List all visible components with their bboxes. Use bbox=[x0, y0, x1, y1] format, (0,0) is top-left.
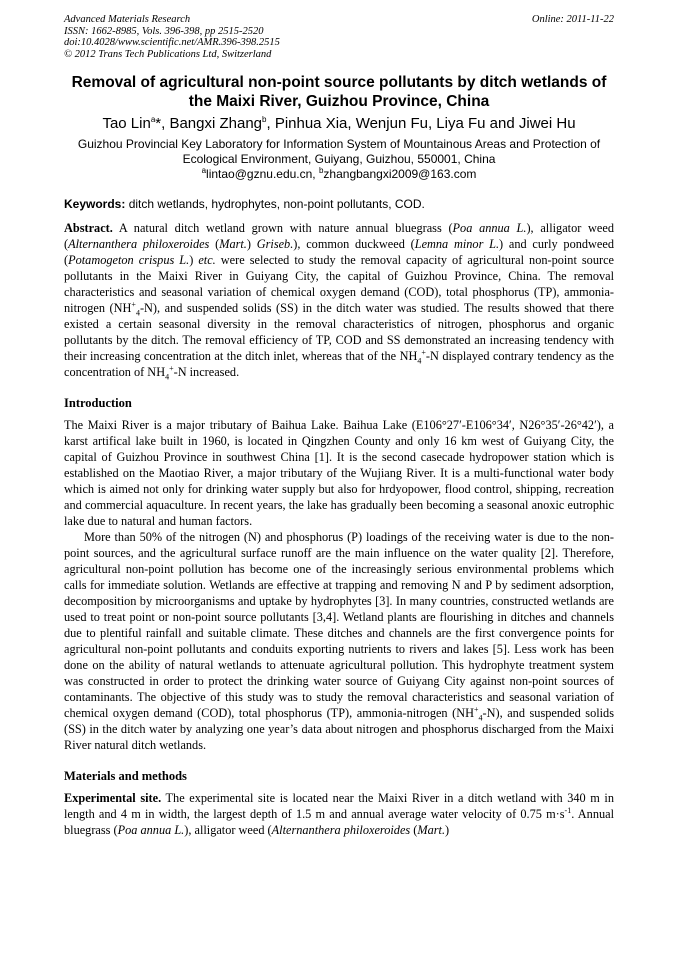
subscript: 4 bbox=[478, 713, 483, 723]
species-name: Poa annua L. bbox=[117, 823, 185, 837]
email-mark: b bbox=[318, 166, 324, 175]
author-name: Bangxi Zhang bbox=[169, 115, 263, 132]
species-name: Potamogeton crispus L. bbox=[68, 253, 190, 267]
affiliation-line: Guizhou Provincial Key Laboratory for Information System of Mountainous Areas and Protection of bbox=[77, 137, 601, 151]
journal-name: Advanced Materials Research bbox=[64, 14, 191, 25]
species-name: Griseb. bbox=[256, 237, 294, 251]
paper-page bbox=[64, 14, 614, 838]
superscript: + bbox=[421, 347, 426, 357]
keywords bbox=[64, 197, 614, 212]
journal-header bbox=[64, 14, 614, 60]
email-a[interactable]: lintao@gznu.edu.cn, bbox=[206, 167, 319, 181]
section-heading-introduction: Introduction bbox=[64, 396, 132, 410]
corresponding-mark: *, bbox=[155, 115, 170, 132]
species-name: Lemna minor L. bbox=[414, 237, 500, 251]
species-name: etc. bbox=[198, 253, 216, 267]
online-date: Online: 2011-11-22 bbox=[531, 14, 614, 25]
copyright-line: © 2012 Trans Tech Publications Ltd, Switzerland bbox=[64, 48, 272, 60]
keywords-label: Keywords: bbox=[64, 197, 126, 211]
species-name: Mart. bbox=[417, 823, 446, 837]
doi-line: doi:10.4028/www.scientific.net/AMR.396-398.2515 bbox=[64, 37, 280, 48]
abstract-text: A natural ditch wetland grown with nature annual bluegrass ( bbox=[112, 221, 453, 235]
author-affil-mark: a bbox=[150, 115, 156, 124]
email-mark: a bbox=[201, 166, 207, 175]
abstract-text: -N), and suspended solids (SS) in the ditch water was studied. The results showed that there existed a certain seasonal diversity in the removal characteristics of nitrogen, phosphorus and organic pollutants by the ditch. The removal efficiency of TP, COD and SS demonstrated an increasing tendency with their increasing concentration at the ditch inlet, whereas that of the NH bbox=[64, 301, 614, 363]
species-name: Alternanthera philoxeroides bbox=[68, 237, 210, 251]
subscript: 4 bbox=[135, 308, 140, 318]
species-name: Alternanthera philoxeroides bbox=[271, 823, 411, 837]
subscript: 4 bbox=[165, 372, 170, 382]
paragraph-text: More than 50% of the nitrogen (N) and phosphorus (P) loadings of the receiving water is due to the non-point sources, and the agricultural surface runoff are the main influence on the water quality [2]. Therefore, agricultural non-point pollution has become one of the increasingly serious environmental problems which calls for immediate solution. Wetlands are effective at trapping and removing N and P by sediment adsorption, decomposition by microorganisms and uptake by hydrophytes [3]. In many countries, constructed wetlands are used to treat point or non-point source pollutants [3,4]. Wetland plants are flourishing in ditches and channels due to plentiful rainfall and suitable climate. These ditches and channels are the first convergence points for agricultural non-point pollutants and conduits exporting nutrients to rivers and lakes [5]. Less work has been done on the ability of natural wetlands to attenuate agricultural pollution. This hydrophyte treatment system was constructed in order to protect the drinking water source of Guiyang City against non-point sources of contaminants. The objective of this study was to study the removal characteristics and seasonal variation of chemical oxygen demand (COD), total phosphorus (TP), ammonia-nitrogen (NH bbox=[64, 530, 614, 720]
paragraph-text: -N), and suspended solids (SS) in the ditch water by analyzing one year’s data about nitrogen and phosphorus discharged from the Maixi River natural ditch wetlands. bbox=[64, 706, 614, 752]
methods-paragraph bbox=[64, 790, 614, 838]
section-heading-methods: Materials and methods bbox=[64, 769, 187, 783]
abstract-text: ) and curly pondweed ( bbox=[64, 237, 614, 267]
subsection-label: Experimental site. bbox=[64, 791, 162, 805]
author-names-rest: , Pinhua Xia, Wenjun Fu, Liya Fu and Jiwei Hu bbox=[266, 115, 576, 132]
affiliation bbox=[64, 137, 614, 182]
author-name: Tao Lin bbox=[102, 115, 151, 132]
email-b[interactable]: zhangbangxi2009@163.com bbox=[323, 167, 477, 181]
author-affil-mark: b bbox=[262, 115, 267, 124]
abstract-text: ) bbox=[189, 253, 199, 267]
abstract-text: ) bbox=[246, 237, 257, 251]
superscript: + bbox=[131, 299, 136, 309]
abstract-text: were selected to study the removal capacity of agricultural non-point source pollutants in the Maixi River in Guiyang City, the capital of Guizhou Province, China. The removal characteristics and seasonal variation of chemical oxygen demand (COD), total phosphorus (TP), ammonia-nitrogen (NH bbox=[64, 253, 614, 315]
abstract-text: ( bbox=[209, 237, 220, 251]
intro-paragraph-2 bbox=[64, 529, 614, 753]
author-list bbox=[64, 114, 614, 134]
species-name: Poa annua L. bbox=[452, 221, 527, 235]
paragraph-text: . Annual bluegrass ( bbox=[64, 807, 614, 837]
abstract-text: -N displayed contrary tendency as the concentration of NH bbox=[64, 349, 615, 379]
superscript: + bbox=[169, 363, 174, 373]
intro-paragraph-1: The Maixi River is a major tributary of Baihua Lake. Baihua Lake (E106°27′-E106°34′, N26°35′-26°42′), a karst artifical lake built in 1960, is located in Qingzhen County and only 16 km west of Guiyang City, the capital of Guizhou Province in southwest China [1]. It is the second casecade hydropower station which is established on the Maotiao River, a major tributary of the Wujiang River. It is a multi-functional water body which is aimed not only for drinking water supply but also for hrdyopower, flood control, shipping, recreation and commercial aquaculture. In recent years, the lake has gradually been becoming a seasonal anoxic eutrophic lake due to natural and human factors. bbox=[64, 418, 614, 528]
abstract-text: -N increased. bbox=[173, 365, 240, 379]
abstract bbox=[64, 220, 614, 380]
paragraph-text: ), alligator weed ( bbox=[184, 823, 272, 837]
abstract-label: Abstract. bbox=[64, 221, 113, 235]
superscript: + bbox=[474, 704, 479, 714]
species-name: Mart. bbox=[219, 237, 247, 251]
paragraph-text: ) bbox=[445, 823, 450, 837]
email-line bbox=[64, 167, 614, 182]
paper-title: Removal of agricultural non-point source pollutants by ditch wetlands of the Maixi River, Guizhou Province, China bbox=[71, 74, 607, 110]
paragraph-text: The experimental site is located near the Maixi River in a ditch wetland with 340 m in length and 4 m in width, the largest depth of 1.5 m and annual average water velocity of 0.75 m·s bbox=[64, 791, 614, 821]
superscript: -1 bbox=[564, 805, 572, 815]
subscript: 4 bbox=[417, 356, 422, 366]
abstract-text: ), alligator weed ( bbox=[64, 221, 614, 251]
affiliation-line: Ecological Environment, Guiyang, Guizhou, 550001, China bbox=[182, 152, 496, 166]
issn-line: ISSN: 1662-8985, Vols. 396-398, pp 2515-2520 bbox=[64, 25, 264, 37]
abstract-text: ), common duckweed ( bbox=[293, 237, 415, 251]
paragraph-text: ( bbox=[410, 823, 418, 837]
keywords-text: ditch wetlands, hydrophytes, non-point pollutants, COD. bbox=[125, 197, 425, 211]
